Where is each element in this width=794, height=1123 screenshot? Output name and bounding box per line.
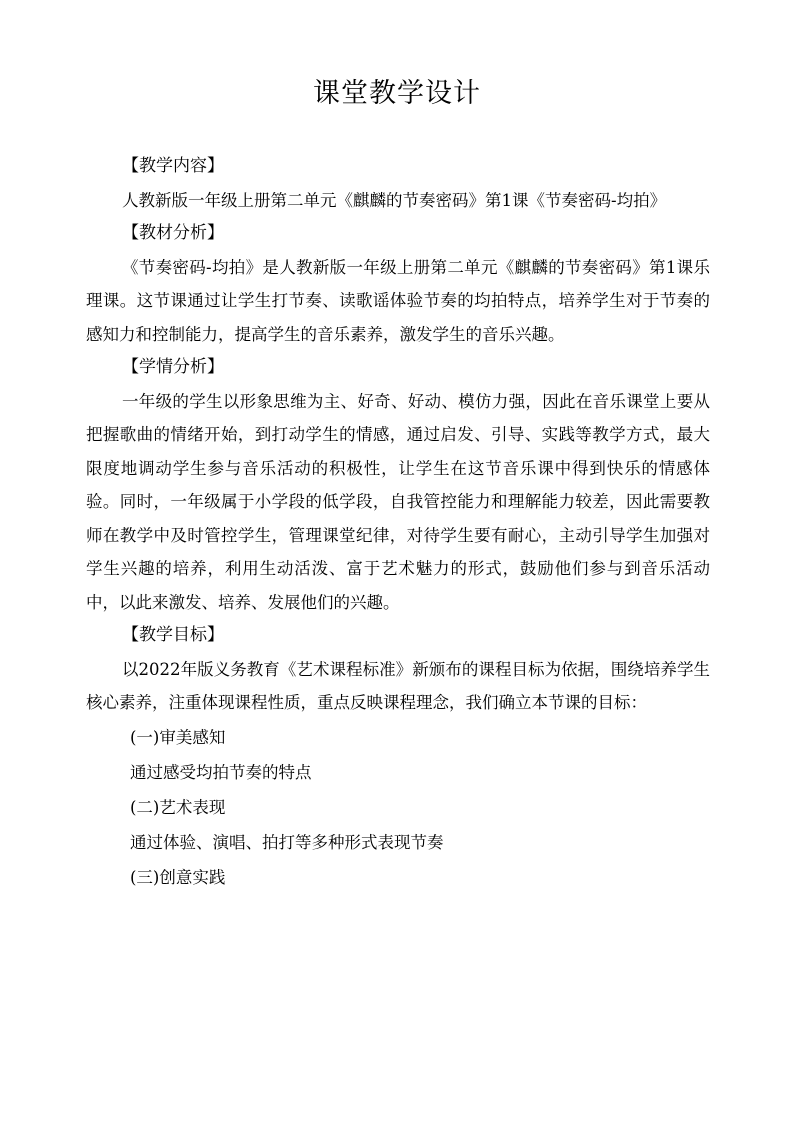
section-teaching-content [86,150,710,217]
section-heading: 【学情分析】 [122,357,224,377]
section-heading: 【教材分析】 [122,223,224,243]
goal-label: (三)创意实践 [130,867,226,887]
goal-label: (一)审美感知 [130,727,226,747]
goal-label: (二)艺术表现 [130,797,226,817]
section-student-analysis [86,351,710,619]
goal-text: 通过感受均拍节奏的特点 [130,762,312,782]
section-material-analysis [86,217,710,351]
goals-list [86,720,710,895]
section-heading: 【教学内容】 [122,156,224,176]
section-heading: 【教学目标】 [122,625,224,645]
section-paragraph: 一年级的学生以形象思维为主、好奇、好动、模仿力强，因此在音乐课堂上要从把握歌曲的情绪开始，到打动学生的情感，通过启发、引导、实践等教学方式，最大限度地调动学生参与音乐活动的积极性，让学生在这节音乐课中得到快乐的情感体验。同时，一年级属于小学段的低学段，自我管控能力和理解能力较差，因此需要教师在教学中及时管控学生，管理课堂纪律，对待学生要有耐心，主动引导学生加强对学生兴趣的培养，利用生动活泼、富于艺术魅力的形式，鼓励他们参与到音乐活动中，以此来激发、培养、发展他们的兴趣。 [86,391,710,612]
goal-text: 通过体验、演唱、拍打等多种形式表现节奏 [130,832,444,852]
section-teaching-goals [86,619,710,720]
section-paragraph: 人教新版一年级上册第二单元《麒麟的节奏密码》第1课《节奏密码-均拍》 [122,190,667,210]
document-title: 课堂教学设计 [313,78,481,109]
section-paragraph: 以2022年版义务教育《艺术课程标准》新颁布的课程目标为依据，围绕培养学生核心素养，注重体现课程性质，重点反映课程理念，我们确立本节课的目标： [86,659,710,712]
document-body [86,150,710,895]
section-paragraph: 《节奏密码-均拍》是人教新版一年级上册第二单元《麒麟的节奏密码》第1课乐理课。这节课通过让学生打节奏、读歌谣体验节奏的均拍特点，培养学生对于节奏的感知力和控制能力，提高学生的音乐素养，激发学生的音乐兴趣。 [86,257,710,344]
